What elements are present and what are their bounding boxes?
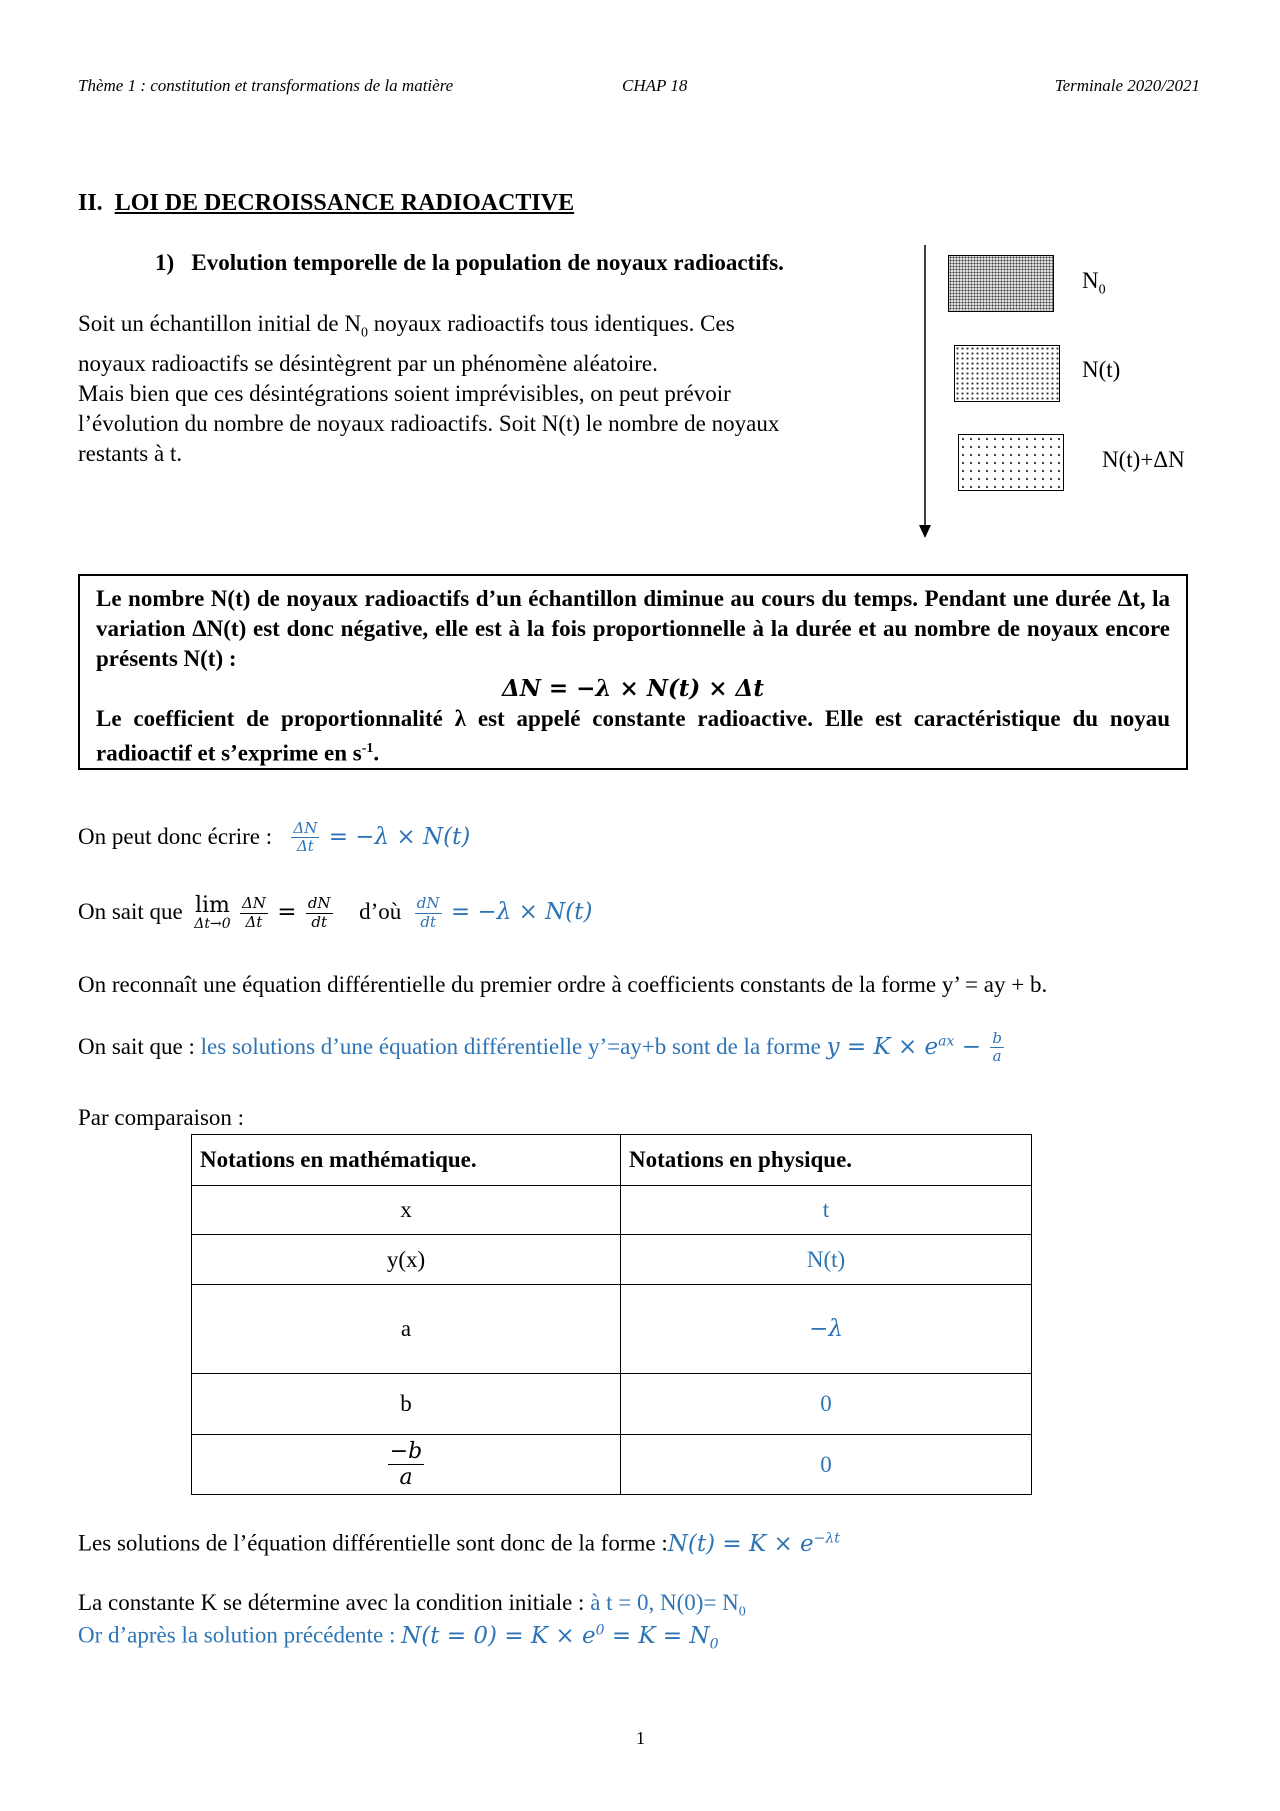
label-n0: $N_0$ [1082, 268, 1106, 298]
intro-line-2: noyaux radioactifs se désintègrent par un phénomène aléatoire. [78, 350, 658, 376]
equation-line-1 [78, 820, 470, 856]
table-cell-math: b [192, 1374, 621, 1435]
table-row [192, 1186, 1032, 1235]
intro-line-1: Soit un échantillon initial de $N_0$ noyaux radioactifs tous identiques. Ces [78, 311, 735, 341]
subsection-title-text: Evolution temporelle de la population de noyaux radioactifs. [191, 250, 784, 275]
final-line: Or d’après la solution précédente : $N(t = 0) = K \times e^0 = K = N_0$ [78, 1622, 719, 1653]
section-number: II. [78, 190, 103, 216]
intro-line-4: l’évolution du nombre de noyaux radioactifs. Soit N(t) le nombre de noyaux [78, 410, 780, 436]
eq2-prefix: On sait que [78, 899, 183, 924]
section-title-text: LOI DE DECROISSANCE RADIOACTIVE [114, 190, 575, 216]
section-title [78, 190, 574, 217]
header-theme: Thème 1 : constitution et transformations de la matière [78, 76, 454, 95]
definition-text-1: Le nombre N(t) de noyaux radioactifs d’un échantillon diminue au cours du temps. Pendant une durée Δt, la variation ΔN(t) est donc négative, elle est à la fois proportionnelle à la durée et au nombre de noyaux encore présents N(t) : [96, 586, 1170, 671]
sample-nt-box [954, 345, 1060, 402]
constant-line: La constante K se détermine avec la condition initiale : à t = 0, $N(0)= N_0$ [78, 1590, 746, 1620]
table-row [192, 1235, 1032, 1285]
differential-equation-text: On reconnaît une équation différentielle du premier ordre à coefficients constants de la forme y’ = ay + b. [78, 972, 1048, 997]
definition-equation: ΔN = −λ × N(t) × Δt [501, 675, 764, 702]
equation-line-2 [78, 895, 592, 931]
table-header-row [192, 1135, 1032, 1186]
sample-n0-box [948, 255, 1054, 312]
table-cell-phys: −λ [621, 1285, 1032, 1374]
table-cell-phys: N(t) [621, 1235, 1032, 1285]
table-cell-math: $\frac{-b}{a}$ [192, 1435, 621, 1495]
sample-ntdn-box [958, 434, 1064, 491]
solutions-line: Les solutions de l’équation différentielle sont donc de la forme :N(t) = $K \times e^{-\lambda t}$ [78, 1530, 840, 1557]
eq1-prefix: On peut donc écrire : [78, 823, 273, 849]
eq2-result: $\frac{dN}{dt}$ = −λ × N(t) [416, 894, 593, 931]
table-cell-phys: 0 [621, 1374, 1032, 1435]
table-cell-math: y(x) [192, 1235, 621, 1285]
table-cell-phys: 0 [621, 1435, 1032, 1495]
label-nt: N(t) [1082, 357, 1121, 382]
intro-paragraph [78, 309, 898, 469]
eq2-limit: lim Δt→0 $\frac{\Delta N}{\Delta t}$ = $\frac{dN}{dt}$ [194, 893, 331, 932]
definition-box [78, 574, 1188, 770]
table-row [192, 1285, 1032, 1374]
time-arrow [915, 245, 935, 540]
eq1-formula: $\frac{\Delta N}{\Delta t}$ = −λ × N(t) [293, 819, 471, 856]
label-nt-dn: N(t)+ΔN [1102, 447, 1185, 472]
solution-form-line: On sait que : les solutions d’une équation différentielle y’=ay+b sont de la forme $y = K \times e^{ax}$ − $\frac{b}{a}$ [78, 1029, 1002, 1066]
comparison-label: Par comparaison : [78, 1105, 245, 1130]
table-cell-phys: t [621, 1186, 1032, 1235]
intro-line-3: Mais bien que ces désintégrations soient imprévisibles, on peut prévoir [78, 380, 731, 406]
table-row [192, 1374, 1032, 1435]
subsection-title [155, 250, 784, 276]
intro-line-5: restants à t. [78, 440, 183, 466]
definition-text-2: Le coefficient de proportionnalité λ est appelé constante radioactive. Elle est caractéristique du noyau radioactif et s’exprime en $s^{-1}$. [96, 706, 1170, 766]
page-number: 1 [636, 1728, 645, 1748]
header-level: Terminale 2020/2021 [1054, 76, 1200, 95]
notation-table [191, 1134, 1032, 1495]
table-header-math: Notations en mathématique. [192, 1135, 621, 1186]
table-cell-math: x [192, 1186, 621, 1235]
eq2-dou: d’où [359, 899, 402, 924]
header-chapter: CHAP 18 [622, 76, 688, 95]
subsection-number: 1) [155, 250, 175, 275]
table-header-phys: Notations en physique. [621, 1135, 1032, 1186]
table-row [192, 1435, 1032, 1495]
table-cell-math: a [192, 1285, 621, 1374]
